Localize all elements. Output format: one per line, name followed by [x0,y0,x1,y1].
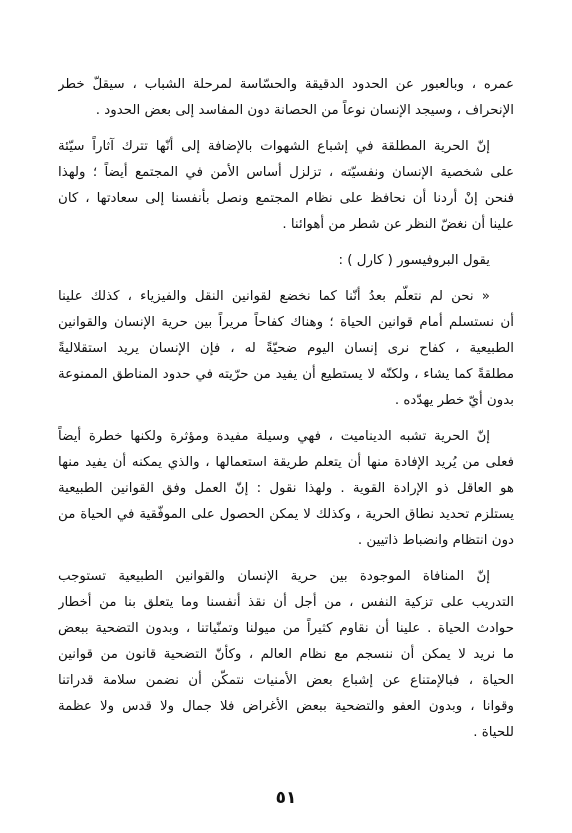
text-line: الإنحراف ، وسيجد الإنسان نوعاً من الحصانة دون المفاسد إلى بعض الحدود . [95,103,514,118]
text-line: على شخصية الإنسان ونفسيّته ، تزلزل أساس الأمن في المجتمع أيضاً ؛ ولهذا [58,165,514,180]
text-line: فعلى من يُريد الإفادة منها أن يتعلم طريقة استعمالها ، والذي يمكنه أن يفيد منها [58,455,514,470]
quote-attribution: يقول البروفيسور ( كارل ) : [338,253,490,268]
page-number: ٥١ [275,788,297,808]
paragraph-start-line: إنّ المنافاة الموجودة بين حرية الإنسان والقوانين الطبيعية تستوجب [58,569,490,584]
text-line: دون انتظام وانضباط ذاتيين . [357,533,514,548]
text-line: هو العاقل ذو الإرادة القوية . ولهذا نقول : إنّ العمل وفق القوانين الطبيعية [58,481,514,496]
text-line: الطبيعية ، كفاح نرى إنسان اليوم ضحيّةً له ، فإن الإنسان يريد استقلاليةً [58,341,514,356]
text-line: يستلزم تحديد نطاق الحرية ، وكذلك لا يمكن الحصول على الموفّقية في الحياة من [58,507,514,522]
text-line: التدريب على تزكية النفس ، من أجل أن نقذ أنفسنا وما يتعلق بنا من أخطار [58,595,514,610]
text-line: للحياة . [473,725,514,740]
text-line: علينا أن نغضّ النظر عن شطر من أهوائنا . [282,217,514,232]
text-line: بدون أيّ خطر يهدّده . [394,393,514,408]
paragraph-start-line: إنّ الحرية تشبه الديناميت ، فهي وسيلة مفيدة ومؤثرة ولكنها خطرة أيضاً [58,429,490,444]
text-line: وقوانا ، وبدون العفو والتضحية ببعض الأغراض فلا جمال ولا قدس ولا عظمة [58,699,514,714]
text-line: أن نستسلم أمام قوانين الحياة ؛ وهناك كفاحاً مريراً بين حرية الإنسان والقوانين [58,315,514,330]
text-line: ما نريد لا يمكن أن ننسجم مع نظام العالم ، وكأنّ التضحية قانون من قوانين [58,647,514,662]
text-line: مطلقةً كما يشاء ، ولكنّه لا يستطيع أن يفيد من حرّيته في حدود المناطق الممنوعة [58,367,514,382]
paragraph-start-line: إنّ الحرية المطلقة في إشباع الشهوات بالإضافة إلى أنّها تترك آثاراً سيّئة [58,139,490,154]
text-line: عمره ، وبالعبور عن الحدود الدقيقة والحسّاسة لمرحلة الشباب ، سيقلّ خطر [58,77,514,92]
text-line: فنحن إنْ أردنا أن نحافظ على نظام المجتمع ونصل بأنفسنا إلى سعادتها ، كان [58,191,514,206]
paragraph-start-line: « نحن لم نتعلّم بعدُ أنّنا كما نخضع لقوانين النقل والفيزياء ، كذلك علينا [58,289,490,304]
text-line: حوادث الحياة . علينا أن نقاوم كثيراً من ميولنا وتمنّياتنا ، وبدون التضحية ببعض [58,621,514,636]
text-line: الحياة ، فبالإمتناع عن إشباع بعض الأمنيات نتمكّن أن نضمن سلامة قدراتنا [58,673,514,688]
